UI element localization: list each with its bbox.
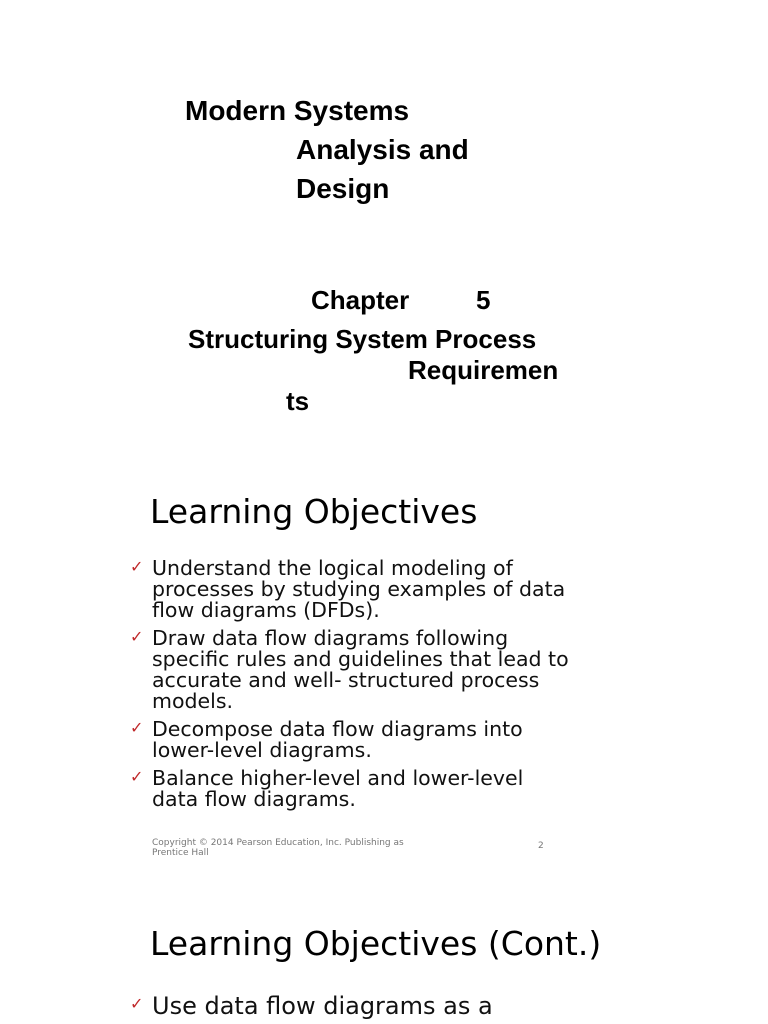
subtitle-line-1: Structuring System Process (188, 324, 537, 354)
objectives-cont-slide (0, 880, 768, 1024)
checkmark-icon: ✓ (130, 557, 144, 576)
chapter-label: Chapter (311, 285, 410, 315)
slide-heading: Learning Objectives (150, 492, 478, 531)
checkmark-icon: ✓ (130, 994, 144, 1013)
objective-line: flow diagrams (DFDs). (152, 598, 380, 622)
footer-copyright: Copyright © 2014 Pearson Education, Inc. Publishing as Prentice Hall (152, 838, 404, 858)
objective-item (130, 628, 630, 712)
subtitle-line-3: ts (286, 386, 310, 416)
objective-line: models. (152, 689, 234, 713)
objective-item (130, 993, 630, 1019)
objective-line: Decompose data flow diagrams into (152, 717, 523, 741)
title-line-1: Modern Systems (185, 95, 410, 126)
objectives-list (130, 993, 630, 1019)
title-slide (0, 0, 768, 450)
objectives-list (130, 558, 630, 810)
objective-line: data flow diagrams. (152, 787, 356, 811)
objectives-slide (0, 450, 768, 880)
slide-heading: Learning Objectives (Cont.) (150, 924, 602, 963)
objective-line: Understand the logical modeling of (152, 556, 513, 580)
checkmark-icon: ✓ (130, 627, 144, 646)
objective-line: Draw data flow diagrams following (152, 626, 509, 650)
objective-line: Use data flow diagrams as a (152, 992, 493, 1020)
objective-item (130, 719, 630, 761)
objective-line: specific rules and guidelines that lead to (152, 647, 569, 671)
chapter-number: 5 (476, 285, 491, 315)
objective-line: processes by studying examples of data (152, 577, 566, 601)
checkmark-icon: ✓ (130, 718, 144, 737)
objective-item (130, 768, 630, 810)
title-line-3: Design (296, 173, 390, 204)
checkmark-icon: ✓ (130, 767, 144, 786)
objective-line: lower-level diagrams. (152, 738, 372, 762)
title-line-2: Analysis and (296, 134, 469, 165)
objective-item (130, 558, 630, 621)
objective-line: Balance higher-level and lower-level (152, 766, 524, 790)
subtitle-line-2: Requiremen (408, 355, 559, 385)
footer-page-number: 2 (538, 841, 544, 851)
objective-line: accurate and well- structured process (152, 668, 540, 692)
